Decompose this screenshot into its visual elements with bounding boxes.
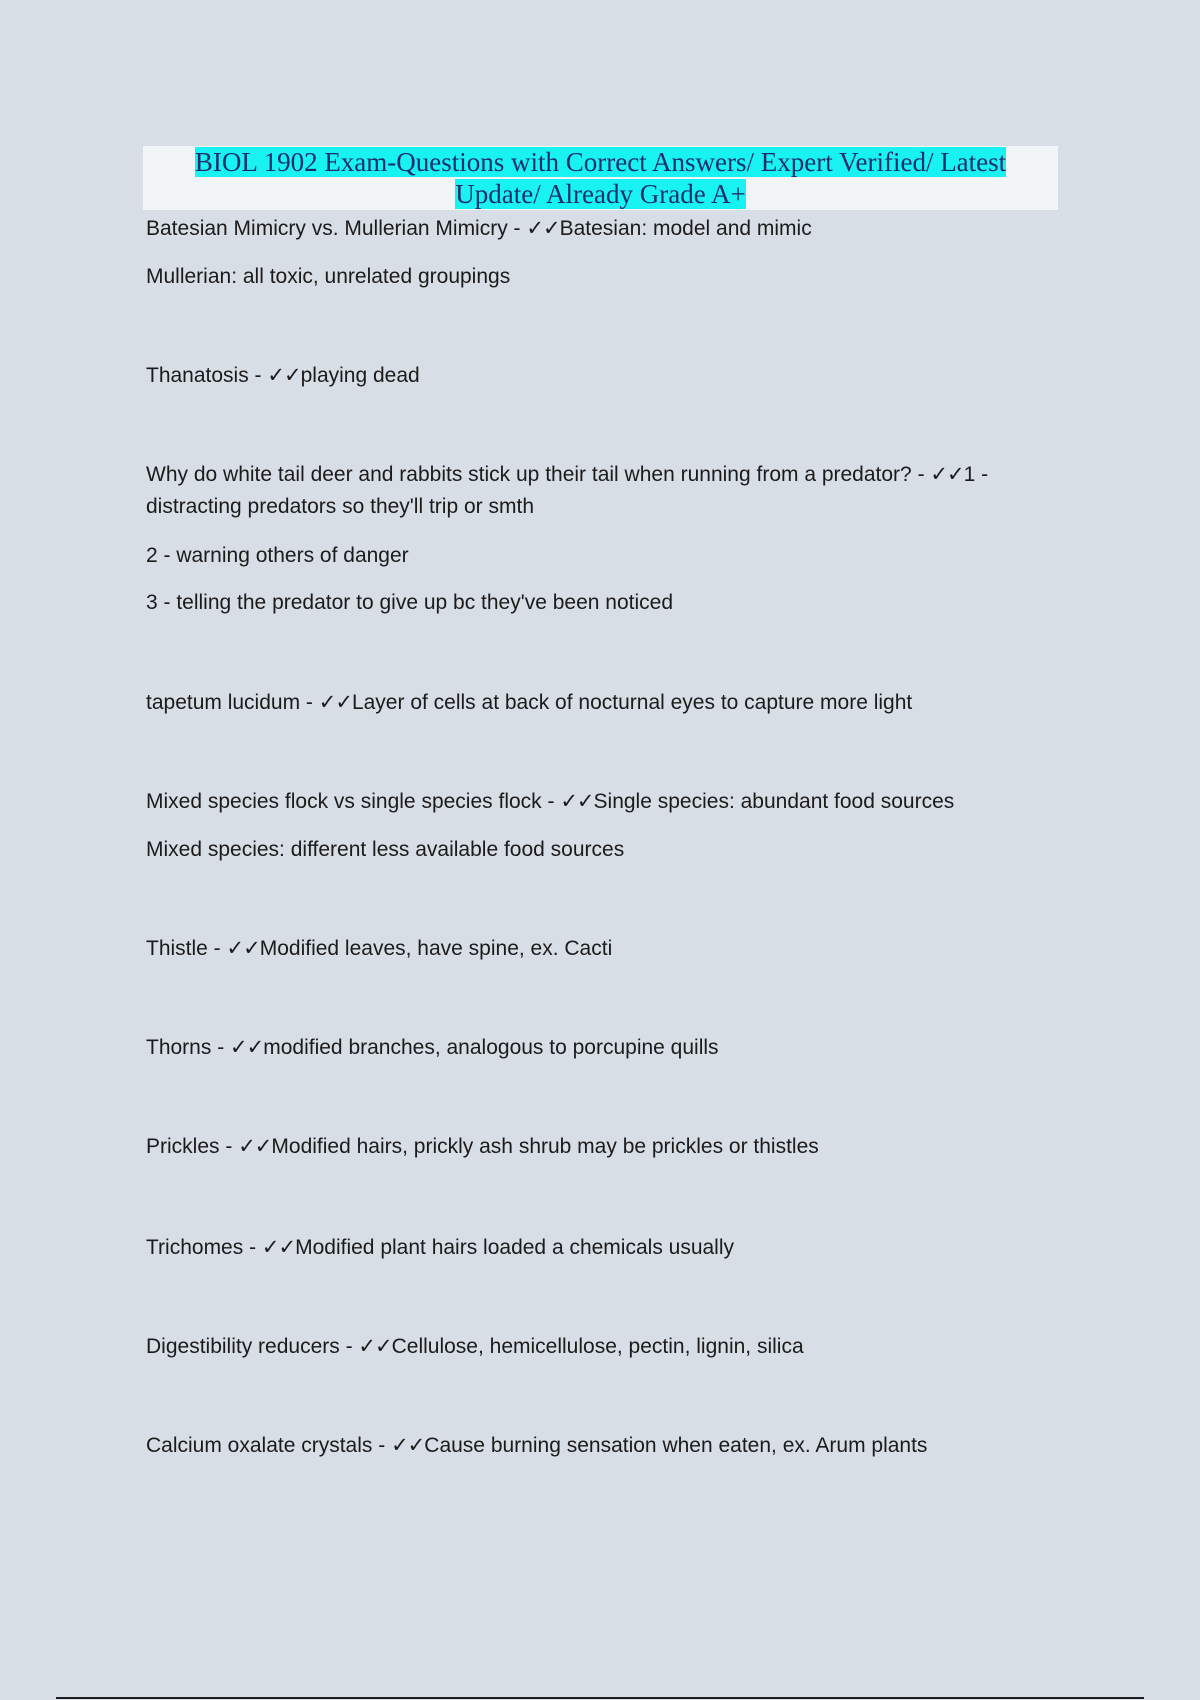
term: Calcium oxalate crystals -: [146, 1434, 392, 1457]
qa-entry: [146, 213, 812, 245]
term: Thanatosis -: [146, 364, 268, 387]
qa-entry: [146, 1430, 927, 1462]
term: Batesian Mimicry vs. Mullerian Mimicry -: [146, 217, 527, 240]
answer-continuation: Mullerian: all toxic, unrelated groupings: [146, 265, 511, 288]
term: Mixed species flock vs single species flock -: [146, 790, 561, 813]
answer: Single species: abundant food sources: [593, 790, 955, 813]
double-check-icon: ✓✓: [267, 364, 301, 387]
double-check-icon: ✓✓: [261, 1236, 296, 1259]
answer: Modified hairs, prickly ash shrub may be prickles or thistles: [271, 1135, 819, 1158]
answer-continuation: 3 - telling the predator to give up bc they've been noticed: [146, 591, 674, 614]
qa-entry: [146, 786, 954, 818]
answer: Cause burning sensation when eaten, ex. Arum plants: [424, 1434, 928, 1457]
title-line-1: BIOL 1902 Exam-Questions with Correct Answers/ Expert Verified/ Latest: [194, 147, 1007, 177]
answer: Batesian: model and mimic: [559, 217, 812, 240]
answer: Modified plant hairs loaded a chemicals usually: [295, 1236, 735, 1259]
answer-continuation: 2 - warning others of danger: [146, 544, 409, 567]
term: Trichomes -: [146, 1236, 262, 1259]
term: tapetum lucidum -: [146, 691, 319, 714]
answer: Cellulose, hemicellulose, pectin, lignin, silica: [391, 1335, 804, 1358]
qa-entry: [146, 687, 912, 719]
qa-entry: [146, 459, 1066, 523]
double-check-icon: ✓✓: [930, 463, 964, 486]
qa-entry: [146, 360, 420, 392]
answer: modified branches, analogous to porcupine quills: [263, 1036, 719, 1059]
answer: playing dead: [300, 364, 420, 387]
term: Thistle -: [146, 937, 227, 960]
answer: Modified leaves, have spine, ex. Cacti: [259, 937, 613, 960]
double-check-icon: ✓✓: [318, 691, 352, 714]
double-check-icon: ✓✓: [230, 1036, 264, 1059]
term: Digestibility reducers -: [146, 1335, 359, 1358]
answer: 1 - distracting predators so they'll trip or smth: [146, 463, 989, 518]
qa-entry: [146, 1131, 819, 1163]
qa-entry: [146, 1032, 719, 1064]
double-check-icon: ✓✓: [358, 1335, 392, 1358]
term: Prickles -: [146, 1135, 239, 1158]
double-check-icon: ✓✓: [526, 217, 560, 240]
term: Why do white tail deer and rabbits stick up their tail when running from a predator? -: [146, 463, 931, 486]
qa-entry: [146, 1331, 804, 1363]
qa-entry: [146, 933, 612, 965]
double-check-icon: ✓✓: [391, 1434, 425, 1457]
answer: Layer of cells at back of nocturnal eyes to capture more light: [351, 691, 913, 714]
qa-entry: [146, 1232, 734, 1264]
document-title: [143, 146, 1058, 210]
double-check-icon: ✓✓: [226, 937, 260, 960]
answer-continuation: Mixed species: different less available food sources: [146, 838, 625, 861]
double-check-icon: ✓✓: [238, 1135, 272, 1158]
title-line-2: Update/ Already Grade A+: [455, 179, 746, 209]
footer-divider: [56, 1697, 1144, 1699]
term: Thorns -: [146, 1036, 231, 1059]
double-check-icon: ✓✓: [560, 790, 594, 813]
